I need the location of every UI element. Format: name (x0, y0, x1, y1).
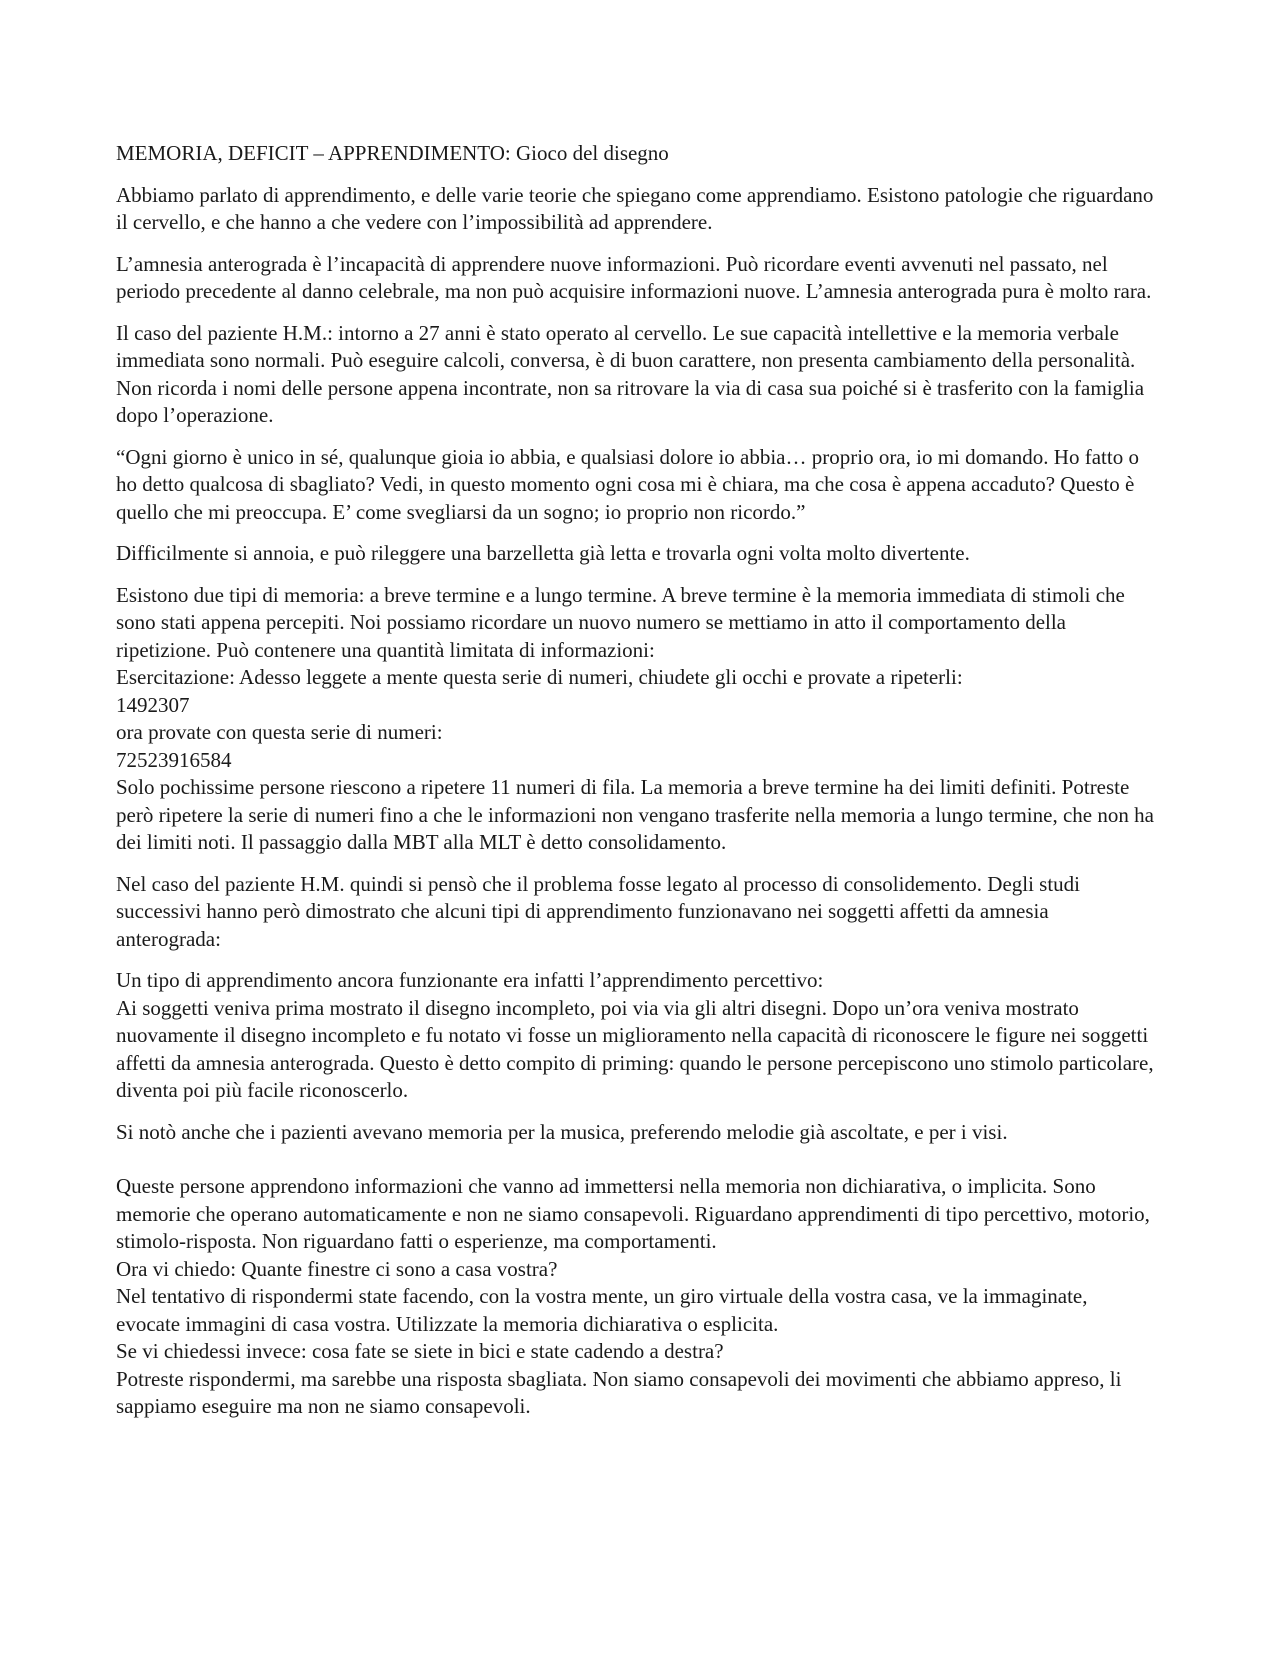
paragraph-line: Ai soggetti veniva prima mostrato il disegno incompleto, poi via via gli altri disegni. Dopo un’ora veniva mostrato nuovamente il disegno incompleto e fu notato vi fosse un miglioramento nella capacità di riconoscere le figure nei soggetti affetti da amnesia anterograda. Questo è detto compito di priming: quando le persone percepiscono uno stimolo particolare, diventa poi più facile riconoscerlo. (116, 995, 1154, 1102)
paragraph (116, 444, 1156, 527)
paragraph (116, 251, 1156, 306)
paragraph-line: Difficilmente si annoia, e può rileggere una barzelletta già letta e trovarla ogni volta molto divertente. (116, 541, 970, 565)
paragraph-line: Esistono due tipi di memoria: a breve termine e a lungo termine. A breve termine è la memoria immediata di stimoli che sono stati appena percepiti. Noi possiamo ricordare un nuovo numero se mettiamo in atto il comportamento della ripetizione. Può contenere una quantità limitata di informazioni: (116, 582, 1125, 662)
paragraph-line: 72523916584 (116, 747, 232, 772)
paragraph-line: Il caso del paziente H.M.: intorno a 27 anni è stato operato al cervello. Le sue capacità intellettive e la memoria verbale immediata sono normali. Può eseguire calcoli, conversa, è di buon carattere, non presenta cambiamento della personalità. (116, 320, 1136, 372)
paragraph-line: Nel caso del paziente H.M. quindi si pensò che il problema fosse legato al processo di consolidemento. Degli studi successivi hanno però dimostrato che alcuni tipi di apprendimento funzionavano nei soggetti affetti da amnesia anterograda: (116, 871, 1081, 951)
paragraph-line: Un tipo di apprendimento ancora funzionante era infatti l’apprendimento percettivo: (116, 968, 824, 992)
paragraph-line: Abbiamo parlato di apprendimento, e delle varie teorie che spiegano come apprendiamo. Esistono patologie che riguardano il cervello, e che hanno a che vedere con l’impossibilità ad apprendere. (116, 182, 1154, 234)
paragraph-line: Nel tentativo di rispondermi state facendo, con la vostra mente, un giro virtuale della vostra casa, ve la immaginate, evocate immagini di casa vostra. Utilizzate la memoria dichiarativa o esplicita. (116, 1284, 1088, 1336)
paragraph-line: “Ogni giorno è unico in sé, qualunque gioia io abbia, e qualsiasi dolore io abbia… proprio ora, io mi domando. Ho fatto o ho detto qualcosa di sbagliato? Vedi, in questo momento ogni cosa mi è chiara, ma che cosa è appena accaduto? Questo è quello che mi preoccupa. E’ come svegliarsi da un sogno; io proprio non ricordo.” (116, 444, 1139, 524)
paragraph (116, 540, 1156, 568)
paragraph-line: Si notò anche che i pazienti avevano memoria per la musica, preferendo melodie già ascoltate, e per i visi. (116, 1119, 1008, 1144)
paragraph (116, 1119, 1156, 1147)
paragraph-line: 1492307 (116, 692, 190, 717)
paragraph-line: Ora vi chiedo: Quante finestre ci sono a casa vostra? (116, 1256, 558, 1281)
paragraph-line: Queste persone apprendono informazioni che vanno ad immettersi nella memoria non dichiarativa, o implicita. Sono memorie che operano automaticamente e non ne siamo consapevoli. Riguardano apprendimenti di tipo percettivo, motorio, stimolo-risposta. Non riguardano fatti o esperienze, ma comportamenti. (116, 1174, 1150, 1253)
document-page (116, 140, 1156, 1435)
paragraph (116, 582, 1156, 857)
paragraph (116, 320, 1156, 430)
document-title: MEMORIA, DEFICIT – APPRENDIMENTO: Gioco del disegno (116, 141, 669, 165)
paragraph-line: ora provate con questa serie di numeri: (116, 720, 443, 744)
paragraph-line: Esercitazione: Adesso leggete a mente questa serie di numeri, chiudete gli occhi e provate a ripeterli: (116, 665, 963, 689)
paragraph (116, 182, 1156, 237)
paragraph (116, 1173, 1156, 1421)
paragraph-line: Non ricorda i nomi delle persone appena incontrate, non sa ritrovare la via di casa sua poiché si è trasferito con la famiglia dopo l’operazione. (116, 375, 1145, 427)
paragraph (116, 871, 1156, 954)
document-body (116, 182, 1156, 1421)
paragraph (116, 967, 1156, 1105)
paragraph-line: Solo pochissime persone riescono a ripetere 11 numeri di fila. La memoria a breve termine ha dei limiti definiti. Potreste però ripetere la serie di numeri fino a che le informazioni non vengano trasferite nella memoria a lungo termine, che non ha dei limiti noti. Il passaggio dalla MBT alla MLT è detto consolidamento. (116, 775, 1154, 854)
paragraph-line: L’amnesia anterograda è l’incapacità di apprendere nuove informazioni. Può ricordare eventi avvenuti nel passato, nel periodo precedente al danno celebrale, ma non può acquisire informazioni nuove. L’amnesia anterograda pura è molto rara. (116, 251, 1152, 303)
paragraph-line: Potreste rispondermi, ma sarebbe una risposta sbagliata. Non siamo consapevoli dei movimenti che abbiamo appreso, li sappiamo eseguire ma non ne siamo consapevoli. (116, 1366, 1122, 1418)
paragraph-line: Se vi chiedessi invece: cosa fate se siete in bici e state cadendo a destra? (116, 1339, 724, 1363)
